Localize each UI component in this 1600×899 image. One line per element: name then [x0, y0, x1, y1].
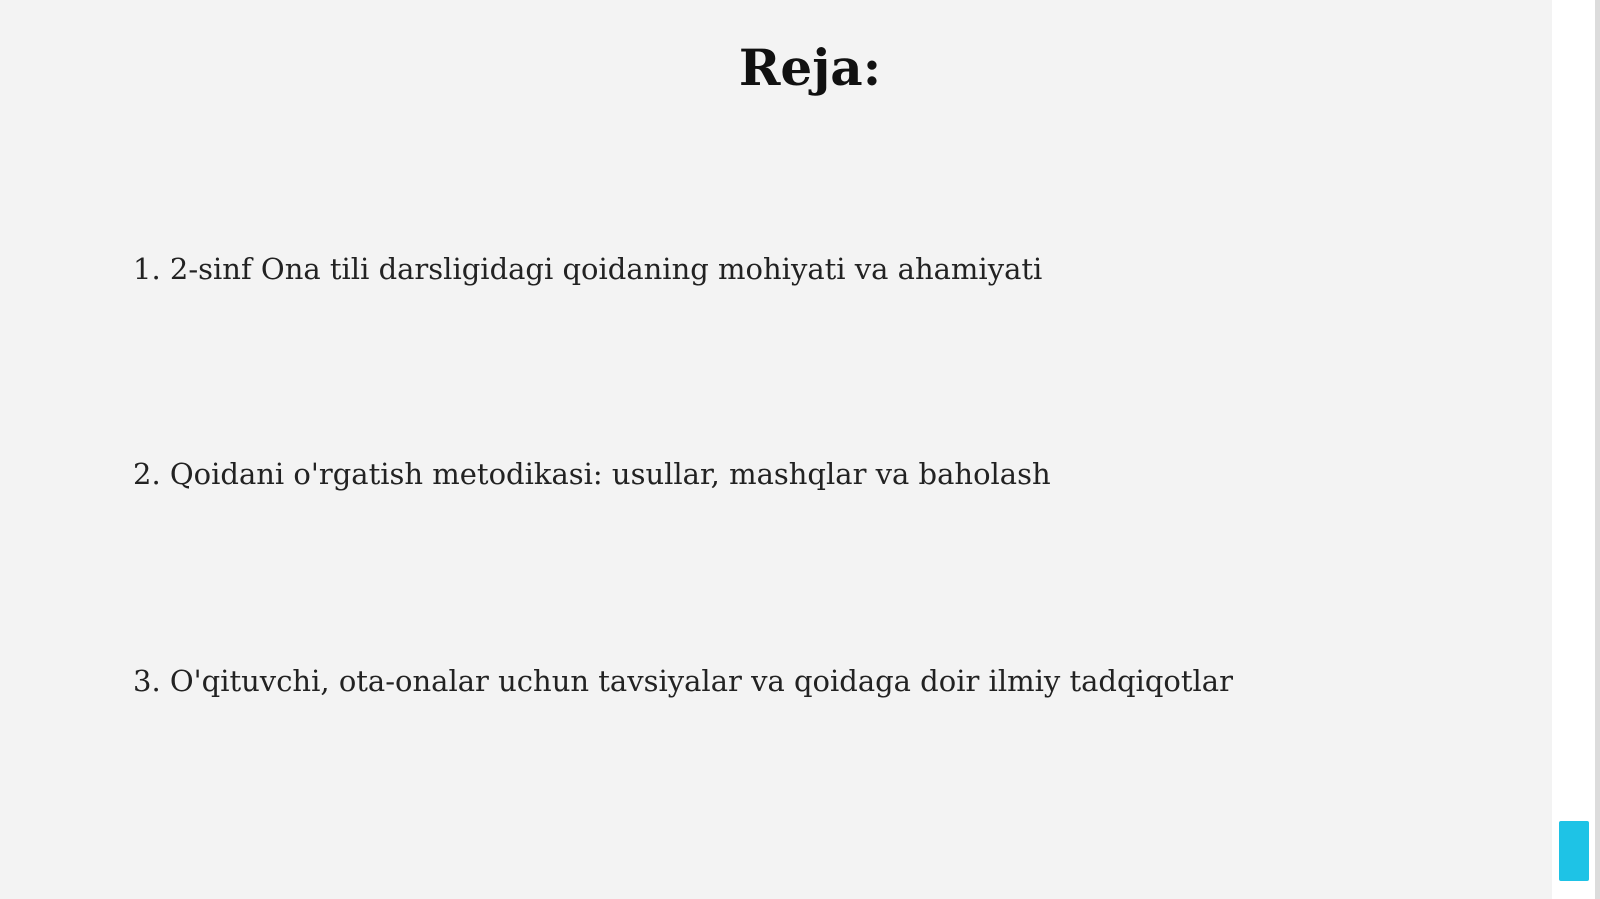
- plan-item-2: 2. Qoidani o'rgatish metodikasi: usullar, mashqlar va baholash: [133, 457, 1051, 491]
- window-right-edge: [1595, 0, 1600, 899]
- plan-item-1: 1. 2-sinf Ona tili darsligidagi qoidaning mohiyati va ahamiyati: [133, 252, 1043, 286]
- slide-title: Reja:: [738, 38, 882, 97]
- scrollbar-thumb[interactable]: [1559, 821, 1589, 881]
- plan-item-3: 3. O'qituvchi, ota-onalar uchun tavsiyalar va qoidaga doir ilmiy tadqiqotlar: [133, 664, 1233, 698]
